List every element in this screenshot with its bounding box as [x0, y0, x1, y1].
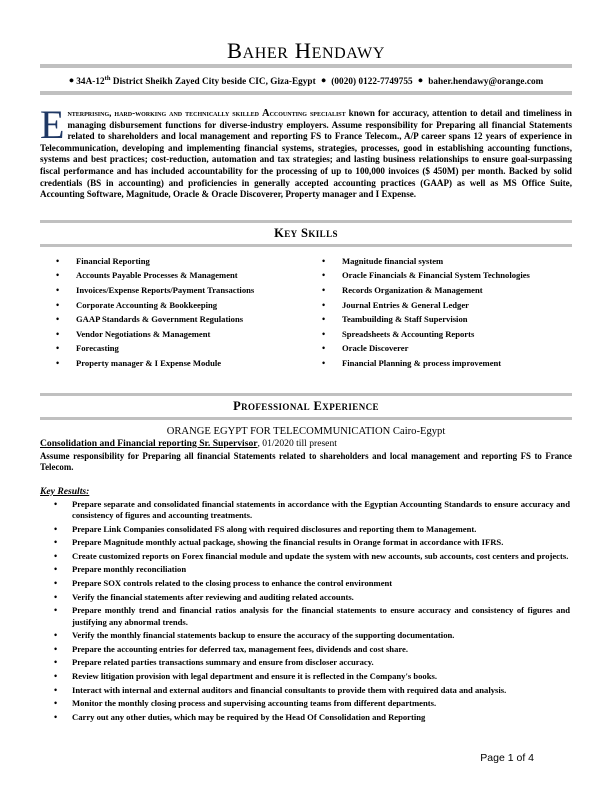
- key-result-text: Prepare monthly trend and financial ratios analysis for the financial statements to ensure accuracy and consistency of figures and justifying any abnormal trends.: [72, 605, 570, 627]
- contact-address-superscript: th: [104, 74, 111, 82]
- key-skill-label: GAAP Standards & Government Regulations: [76, 314, 244, 325]
- bullet-icon: •: [322, 255, 326, 266]
- bullet-icon: •: [54, 630, 58, 641]
- contact-address-pre: 34A-12: [76, 76, 105, 86]
- bullet-icon: •: [322, 314, 326, 325]
- list-item: [40, 537, 572, 551]
- key-result-text: Prepare separate and consolidated financial statements in accordance with the Egyptian Accounting Standards to ensure accuracy and consistency of figures and accounting treatments.: [72, 498, 570, 521]
- job-dates: , 01/2020 till present: [257, 437, 337, 449]
- professional-summary: [40, 102, 572, 201]
- key-skill-label: Vendor Negotiations & Management: [76, 328, 211, 339]
- list-item: [40, 312, 306, 327]
- bullet-icon: •: [56, 343, 60, 354]
- key-result-text: Monitor the monthly closing process and supervising accounting teams from different departments.: [72, 698, 437, 709]
- bullet-icon: •: [54, 605, 58, 616]
- key-skill-label: Property manager & I Expense Module: [76, 357, 222, 368]
- page-footer: Page 1 of 4: [480, 752, 534, 764]
- list-item: [40, 298, 306, 313]
- key-result-text: Interact with internal and external auditors and financial consultants to provide them with required data and analysis.: [72, 684, 507, 695]
- list-item: [40, 499, 572, 524]
- key-result-text: Verify the financial statements after reviewing and auditing related accounts.: [72, 591, 354, 602]
- key-results-list: [40, 499, 572, 726]
- page-title: Baher Hendawy: [226, 38, 386, 63]
- key-result-text: Prepare the accounting entries for deferred tax, management fees, dividends and cost share.: [72, 643, 408, 654]
- key-result-text: Create customized reports on Forex financial module and update the system with new accounts, sub accounts, cost centers and projects.: [72, 550, 569, 561]
- key-result-text: Prepare related parties transactions summary and ensure from discloser accuracy.: [72, 657, 374, 668]
- list-item: [40, 268, 306, 283]
- section-heading-key-skills: Key Skills: [274, 225, 338, 240]
- bullet-icon: •: [54, 657, 58, 668]
- dropcap-letter: E: [40, 102, 65, 147]
- company-name: ORANGE EGYPT FOR TELECOMMUNICATION: [166, 425, 391, 437]
- summary-lead-1: nterprising, hard-working and technically skilled: [67, 108, 262, 118]
- key-result-text: Prepare Link Companies consolidated FS along with required disclosures and reporting them to Management.: [72, 523, 477, 534]
- key-result-text: Prepare monthly reconciliation: [72, 564, 187, 575]
- key-skill-label: Corporate Accounting & Bookkeeping: [76, 299, 218, 310]
- contact-email[interactable]: baher.hendawy@orange.com: [428, 76, 544, 86]
- key-skills-right-column: [306, 254, 572, 371]
- bullet-icon: •: [322, 328, 326, 339]
- experience-description: Assume responsibility for Preparing all financial Statements related to shareholders and local management and reporting FS to France Telecom.: [40, 450, 572, 473]
- key-skill-label: Invoices/Expense Reports/Payment Transactions: [76, 284, 255, 295]
- key-result-text: Prepare SOX controls related to the closing process to enhance the control environment: [72, 578, 393, 589]
- key-skills-columns: [40, 254, 572, 371]
- bullet-icon: •: [54, 591, 58, 602]
- job-title: Consolidation and Financial reporting Sr. Supervisor: [40, 437, 258, 449]
- key-skill-label: Teambuilding & Staff Supervision: [342, 314, 468, 325]
- list-item: [40, 657, 572, 671]
- list-item: [40, 551, 572, 565]
- contact-address-post: District Sheikh Zayed City beside CIC, Giza-Egypt: [110, 76, 316, 86]
- key-result-text: Verify the monthly financial statements backup to ensure the accuracy of the supporting documentation.: [72, 630, 455, 641]
- summary-body: known for accuracy, attention to detail and timeliness in managing disbursement functions for diverse-industry employers. Assume responsibility for Preparing all financial Statements related to shareholders and local management and reporting FS to France Telecom., A/P career spans 12 years of experience in Telecommunication, developing and implementing financial systems, strategies, processes, good in establishing accounting functions, systems and best practices; cost-reduction, automation and tax strategies; and lasting business relationships to ensure goal-surpassing fiscal performance and has included accountability for the processing of up to 100,000 invoices ($ 450M) per month. Backed by solid credentials (BS in accounting) and proficiencies in generally accepted accounting practices (GAAP) as well as MS Office Suite, Accounting Software, Magnitude, Oracle & Oracle Discoverer, Property manager and I Expense.: [40, 108, 572, 200]
- section-professional-experience: [40, 393, 572, 420]
- contact-line: [69, 75, 544, 86]
- list-item: [306, 312, 572, 327]
- bullet-icon: •: [54, 498, 58, 509]
- list-item: [40, 605, 572, 630]
- bullet-icon: ●: [320, 75, 327, 85]
- key-skill-label: Journal Entries & General Ledger: [342, 299, 469, 310]
- section-key-skills: [40, 220, 572, 247]
- bullet-icon: •: [54, 698, 58, 709]
- contact-band: [40, 68, 572, 91]
- bullet-icon: •: [56, 299, 60, 310]
- list-item: [40, 712, 572, 726]
- key-skill-label: Records Organization & Management: [342, 284, 483, 295]
- list-item: [306, 327, 572, 342]
- section-heading-experience: Professional Experience: [233, 398, 379, 413]
- bullet-icon: •: [56, 284, 60, 295]
- list-item: [40, 685, 572, 699]
- list-item: [40, 564, 572, 578]
- summary-lead-2: ccounting specialist: [269, 108, 346, 118]
- header-bottom-rule: [40, 91, 572, 95]
- key-result-text: Review litigation provision with legal department and ensure it is reflected in the Company's books.: [72, 671, 438, 682]
- bullet-icon: •: [56, 314, 60, 325]
- bullet-icon: •: [54, 550, 58, 561]
- list-item: [40, 254, 306, 269]
- bullet-icon: •: [56, 328, 60, 339]
- list-item: [40, 578, 572, 592]
- bullet-icon: •: [56, 357, 60, 368]
- list-item: [40, 283, 306, 298]
- key-results-label: Key Results:: [40, 485, 90, 497]
- bullet-icon: •: [54, 671, 58, 682]
- bullet-icon: •: [322, 284, 326, 295]
- key-skill-label: Forecasting: [76, 343, 119, 354]
- list-item: [40, 630, 572, 644]
- list-item: [306, 268, 572, 283]
- summary-lead-cap: A: [262, 108, 270, 119]
- bullet-icon: •: [322, 270, 326, 281]
- bullet-icon: •: [54, 523, 58, 534]
- list-item: [306, 298, 572, 313]
- contact-phone[interactable]: (0020) 0122-7749755: [331, 76, 413, 86]
- bullet-icon: •: [54, 643, 58, 654]
- list-item: [40, 698, 572, 712]
- list-item: [306, 341, 572, 356]
- section-rule-bottom: [40, 244, 572, 247]
- key-skills-left-column: [40, 254, 306, 371]
- experience-role-line: [40, 438, 572, 449]
- bullet-icon: •: [322, 299, 326, 310]
- section-rule-bottom: [40, 417, 572, 420]
- company-location: Cairo-Egypt: [392, 425, 446, 437]
- list-item: [40, 341, 306, 356]
- bullet-icon: •: [54, 684, 58, 695]
- bullet-icon: •: [54, 537, 58, 548]
- key-skill-label: Accounts Payable Processes & Management: [76, 270, 238, 281]
- list-item: [306, 356, 572, 371]
- key-result-text: Carry out any other duties, which may be required by the Head Of Consolidation and Reporting: [72, 711, 426, 722]
- key-result-text: Prepare Magnitude monthly actual package, showing the financial results in Orange format in accordance with IFRS.: [72, 537, 504, 548]
- bullet-icon: •: [322, 343, 326, 354]
- experience-company: [40, 426, 572, 437]
- key-skill-label: Spreadsheets & Accounting Reports: [342, 328, 475, 339]
- list-item: [40, 644, 572, 658]
- list-item: [40, 327, 306, 342]
- list-item: [306, 283, 572, 298]
- bullet-icon: •: [54, 564, 58, 575]
- key-skill-label: Financial Reporting: [76, 255, 150, 266]
- list-item: [306, 254, 572, 269]
- key-skill-label: Magnitude financial system: [342, 255, 444, 266]
- bullet-icon: •: [322, 357, 326, 368]
- key-skill-label: Oracle Financials & Financial System Technologies: [342, 270, 530, 281]
- bullet-icon: •: [54, 711, 58, 722]
- list-item: [40, 524, 572, 538]
- list-item: [40, 671, 572, 685]
- key-skill-label: Financial Planning & process improvement: [342, 357, 502, 368]
- list-item: [40, 592, 572, 606]
- key-skill-label: Oracle Discoverer: [342, 343, 409, 354]
- bullet-icon: •: [56, 270, 60, 281]
- bullet-icon: •: [56, 255, 60, 266]
- list-item: [40, 356, 306, 371]
- bullet-icon: ●: [68, 75, 75, 85]
- bullet-icon: ●: [417, 75, 424, 85]
- bullet-icon: •: [54, 578, 58, 589]
